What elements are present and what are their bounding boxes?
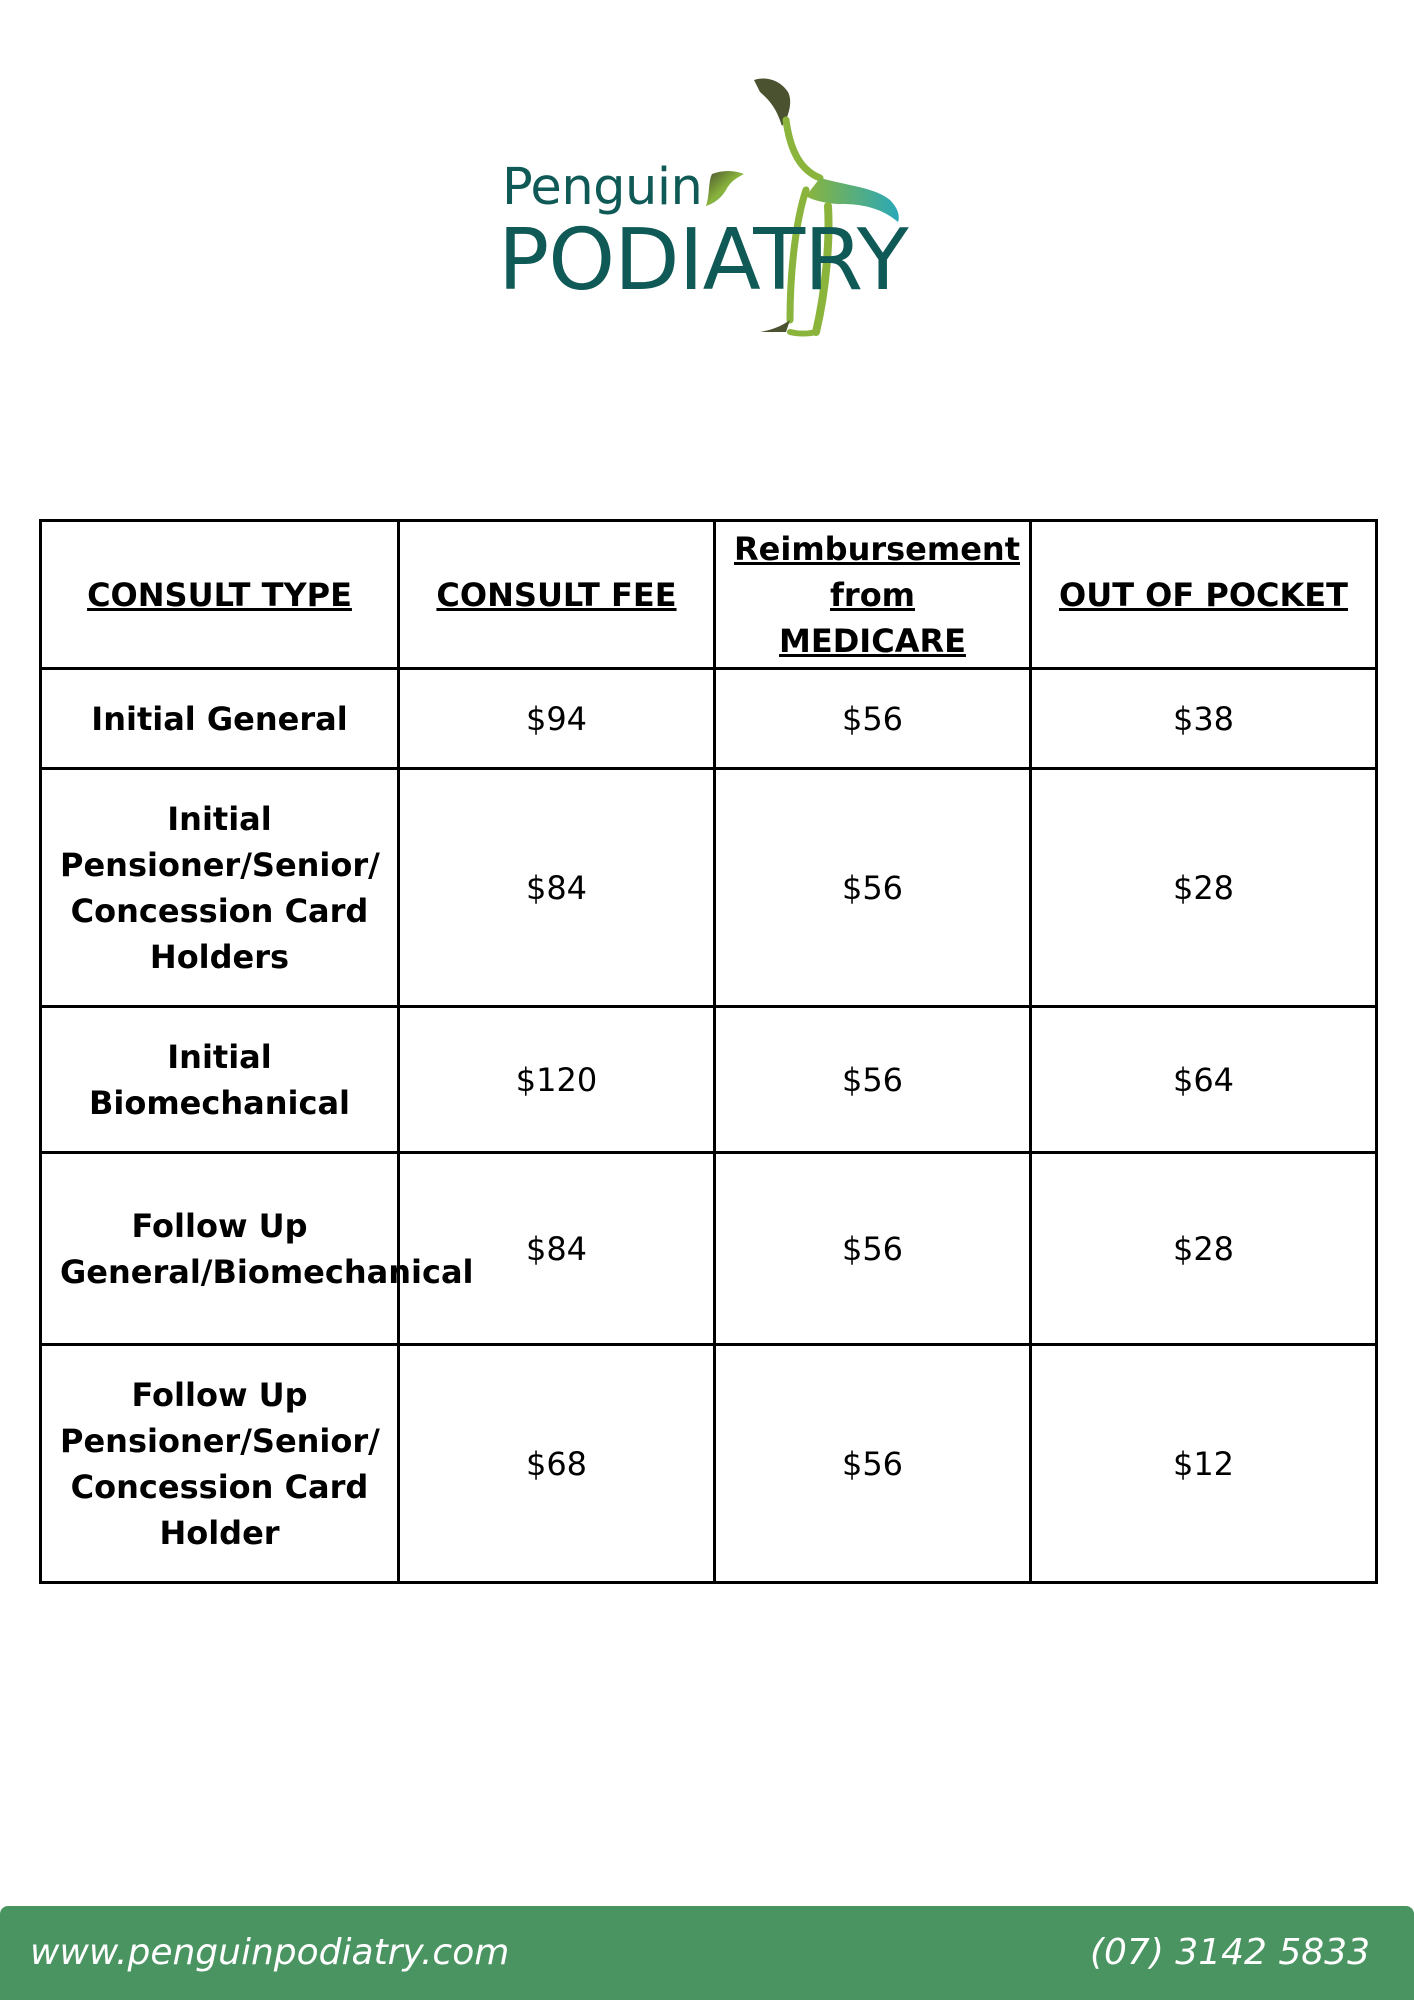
consult-fee-cell: $68 [399, 1345, 715, 1583]
consult-type-cell: Initial Biomechanical [41, 1007, 399, 1153]
header-consult-type: CONSULT TYPE [41, 521, 399, 669]
footer-bar [0, 1906, 1414, 2000]
out-of-pocket-cell: $12 [1031, 1345, 1377, 1583]
table-row [41, 1345, 1377, 1583]
phone-number[interactable]: (07) 3142 5833 [1089, 1932, 1370, 1973]
table-header-row [41, 521, 1377, 669]
consult-fee-cell: $94 [399, 669, 715, 769]
medicare-cell: $56 [715, 669, 1031, 769]
consult-type-cell: Initial Pensioner/Senior/ Concession Card Holders [41, 769, 399, 1007]
consult-fee-cell: $120 [399, 1007, 715, 1153]
penguin-podiatry-logo [490, 70, 950, 350]
consult-type-cell: Follow Up General/Biomechanical [41, 1153, 399, 1345]
consult-fee-cell: $84 [399, 769, 715, 1007]
medicare-cell: $56 [715, 769, 1031, 1007]
fee-table [39, 519, 1378, 1584]
consult-type-cell: Initial General [41, 669, 399, 769]
website-link[interactable]: www.penguinpodiatry.com [30, 1932, 510, 1973]
out-of-pocket-cell: $64 [1031, 1007, 1377, 1153]
header-consult-fee: CONSULT FEE [399, 521, 715, 669]
out-of-pocket-cell: $28 [1031, 1153, 1377, 1345]
out-of-pocket-cell: $38 [1031, 669, 1377, 769]
table-row [41, 1153, 1377, 1345]
out-of-pocket-cell: $28 [1031, 769, 1377, 1007]
consult-fee-cell: $84 [399, 1153, 715, 1345]
header-out-of-pocket: OUT OF POCKET [1031, 521, 1377, 669]
medicare-cell: $56 [715, 1153, 1031, 1345]
consult-type-cell: Follow Up Pensioner/Senior/ Concession Card Holder [41, 1345, 399, 1583]
header-medicare-reimbursement: Reimbursement from MEDICARE [715, 521, 1031, 669]
table-row [41, 769, 1377, 1007]
logo-word-podiatry: PODIATRY [498, 211, 908, 310]
medicare-cell: $56 [715, 1345, 1031, 1583]
logo-word-penguin: Penguin [502, 158, 703, 217]
table-row [41, 669, 1377, 769]
table-row [41, 1007, 1377, 1153]
medicare-cell: $56 [715, 1007, 1031, 1153]
